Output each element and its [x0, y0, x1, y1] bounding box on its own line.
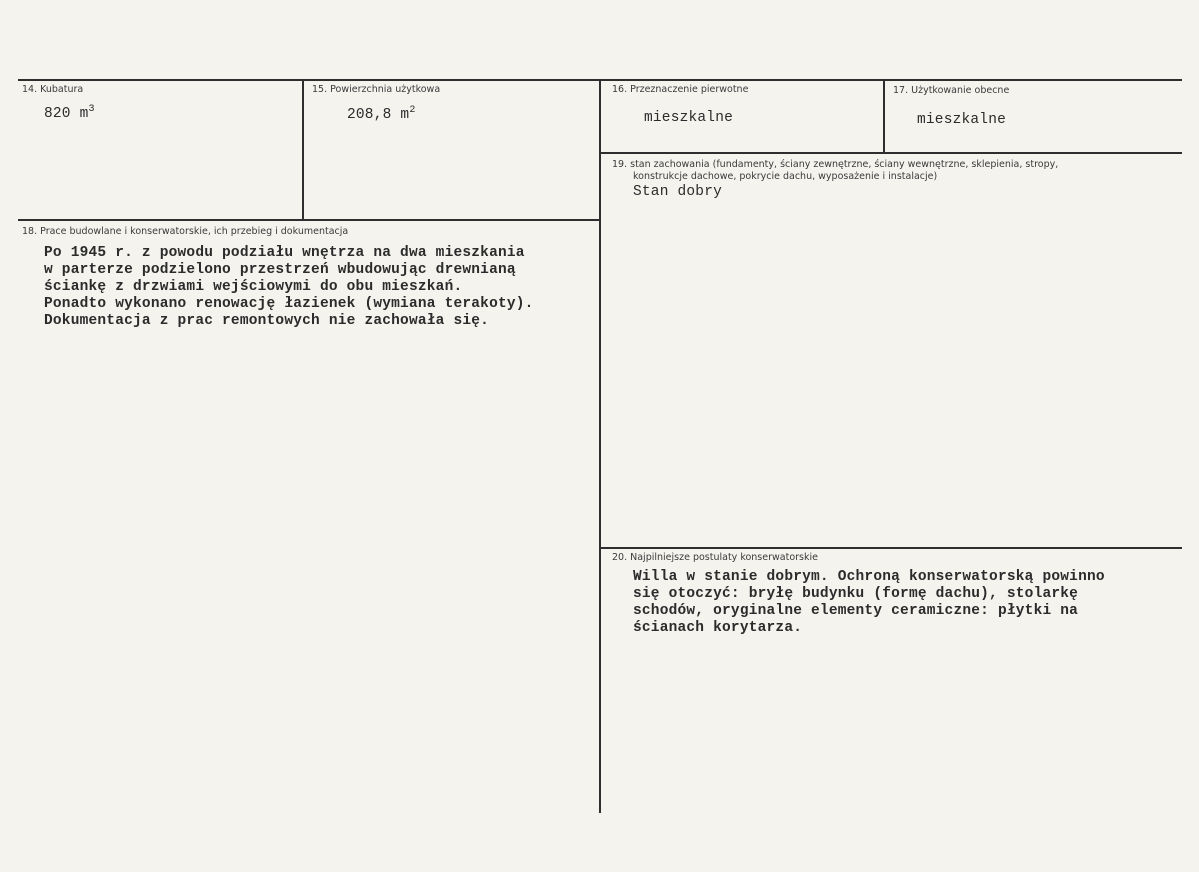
- volume-value: 820 m: [44, 106, 89, 122]
- section-20-label: 20. Najpilniejsze postulaty konserwatorskie: [612, 552, 818, 563]
- section-17-value: mieszkalne: [917, 112, 1007, 128]
- section-18-line: w parterze podzielono przestrzeń wbudowując drewnianą: [44, 262, 516, 278]
- section-14-value: [44, 106, 95, 122]
- section-20-line: Willa w stanie dobrym. Ochroną konserwatorską powinno: [633, 569, 1105, 585]
- area-unit-exponent: 2: [409, 105, 416, 116]
- section-15-label: 15. Powierzchnia użytkowa: [312, 84, 441, 95]
- section-20-text: [633, 569, 1105, 637]
- section-18-label: 18. Prace budowlane i konserwatorskie, ich przebieg i dokumentacja: [22, 226, 349, 237]
- section-20-line: schodów, oryginalne elementy ceramiczne: płytki na: [633, 603, 1079, 619]
- section-18-line: Dokumentacja z prac remontowych nie zachowała się.: [44, 313, 490, 329]
- section-19-label-line2: konstrukcje dachowe, pokrycie dachu, wyposażenie i instalacje): [633, 171, 938, 182]
- section-20-line: ścianach korytarza.: [633, 620, 803, 636]
- volume-unit-exponent: 3: [88, 104, 95, 115]
- divider-16-17: [883, 80, 885, 152]
- rule-below-14-15: [18, 219, 600, 221]
- divider-14-15: [302, 80, 304, 220]
- section-16-label: 16. Przeznaczenie pierwotne: [612, 84, 749, 95]
- section-16-value: mieszkalne: [644, 110, 734, 126]
- rule-below-16-17: [600, 152, 1182, 154]
- section-15-value: [347, 107, 416, 123]
- area-value: 208,8 m: [347, 107, 410, 123]
- section-14-label: 14. Kubatura: [22, 84, 84, 95]
- section-17-label: 17. Użytkowanie obecne: [893, 85, 1010, 96]
- section-19-label-line1: 19. stan zachowania (fundamenty, ściany zewnętrzne, ściany wewnętrzne, sklepienia, stropy,: [612, 159, 1059, 170]
- section-20-line: się otoczyć: bryłę budynku (formę dachu), stolarkę: [633, 586, 1079, 602]
- section-18-line: Po 1945 r. z powodu podziału wnętrza na dwa mieszkania: [44, 245, 525, 261]
- center-divider: [599, 80, 601, 813]
- section-19-value: Stan dobry: [633, 184, 723, 200]
- rule-above-20: [600, 547, 1182, 549]
- section-18-text: [44, 245, 534, 330]
- section-18-line: ściankę z drzwiami wejściowymi do obu mieszkań.: [44, 279, 463, 295]
- section-18-line: Ponadto wykonano renowację łazienek (wymiana terakoty).: [44, 296, 534, 312]
